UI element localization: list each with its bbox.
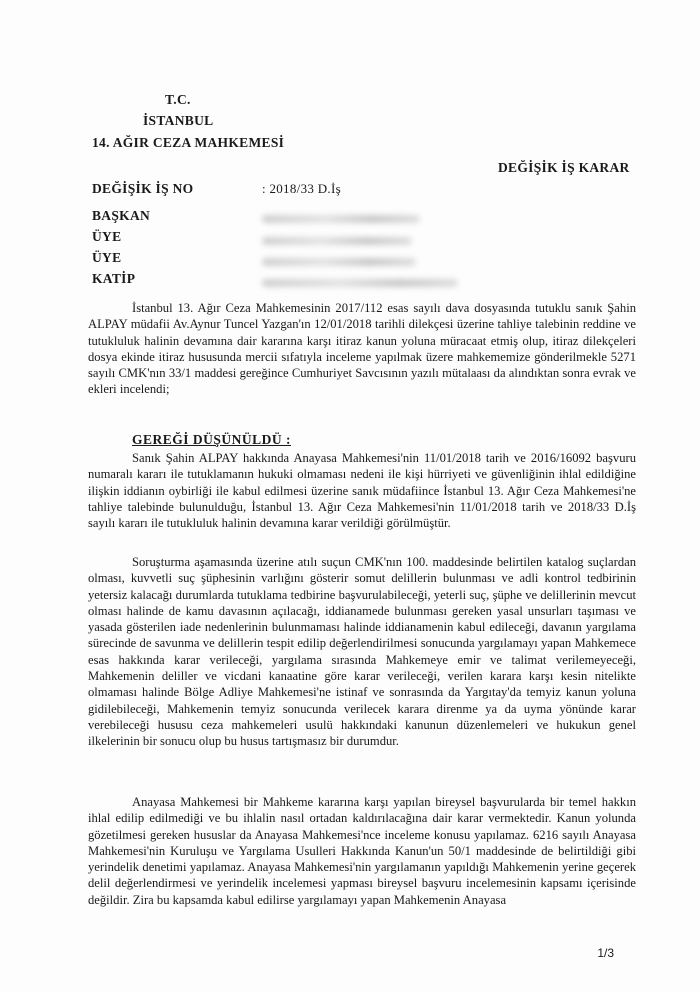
paragraph-constitutional-court: Anayasa Mahkemesi bir Mahkeme kararına karşı yapılan bireysel başvurularda bir temel hakkın ihlal edilip edilmediği ve bu ihlalin nasıl ortadan kaldırılacağına dair karar vermektedir. Kanun yolunda gözetilmesi gereken hususlar da Anayasa Mahkemesi'nce inceleme konusu yapılamaz. 6216 sayılı Anayasa Mahkemesi'nin Kuruluşu ve Yargılama Usulleri Hakkında Kanun'un 50/1 maddesinde de belirtildiği gibi yerindelik denetimi yapılamaz. Anayasa Mahkemesi'nin yargılamanın yapıldığı Mahkemenin yerine geçerek delil değerlendirmesi ve yerindelik incelemesi yapması bireysel başvuru incelemesinin kapsamı içerisinde değildir. Zira bu kapsamda kabul edilirse yargılamayı yapan Mahkemenin Anayasa	[88, 795, 636, 907]
label-katip: KATİP	[92, 271, 136, 286]
document-type: DEĞİŞİK İŞ KARAR	[498, 160, 630, 175]
header-court: 14. AĞIR CEZA MAHKEMESİ	[92, 135, 285, 150]
header-city: İSTANBUL	[143, 113, 214, 128]
case-number-label: DEĞİŞİK İŞ NO	[92, 181, 194, 196]
paragraph-background: Sanık Şahin ALPAY hakkında Anayasa Mahkemesi'nin 11/01/2018 tarih ve 2016/16092 başvuru numaralı kararı ile tutuklamanın hukuki olmaması nedeni ile kişi hürriyeti ve güvenliğinin ihlal edildiğine ilişkin iddianın oybirliği ile kabul edilmesi üzerine sanık müdafiince İstanbul 13. Ağır Ceza Mahkemesi'ne tahliye talebinde bulunulduğu, İstanbul 13. Ağır Ceza Mahkemesi'nin 11/01/2018 tarih ve 2018/33 D.İş sayılı kararı ile tutukluluk halinin devamına karar verildiği görülmüştür.	[88, 451, 636, 531]
page-number: 1/3	[597, 946, 614, 960]
redacted-name	[262, 258, 416, 266]
label-baskan: BAŞKAN	[92, 208, 151, 223]
header-tc: T.C.	[165, 92, 191, 107]
case-number-value: : 2018/33 D.İş	[262, 181, 341, 196]
redacted-name	[262, 215, 420, 223]
label-uye-2: ÜYE	[92, 250, 122, 265]
label-uye-1: ÜYE	[92, 229, 122, 244]
paragraph-intro: İstanbul 13. Ağır Ceza Mahkemesinin 2017/112 esas sayılı dava dosyasında tutuklu sanık Şahin ALPAY müdafii Av.Aynur Tuncel Yazgan'ın 12/01/2018 tarihli dilekçesi üzerine tahliye talebinin reddine ve tutukluluk halinin devamına dair kararına karşı itiraz kanun yoluna müracaat etmiş olup, itiraz dilekçeleri dosya ekinde itiraz hususunda mercii sıfatıyla inceleme yapılmak üzere mahkememize gönderilmekle 5271 sayılı CMK'nın 33/1 maddesi gereğince Cumhuriyet Savcısının yazılı mütalaası da alındıktan sonra evrak ve ekleri incelendi;	[88, 301, 636, 397]
redacted-name	[262, 237, 412, 245]
section-title: GEREĞİ DÜŞÜNÜLDÜ :	[132, 432, 292, 447]
redacted-name	[262, 279, 458, 287]
paragraph-procedure: Soruşturma aşamasında üzerine atılı suçun CMK'nın 100. maddesinde belirtilen katalog suçlardan olması, kuvvetli suç şüphesinin varlığını gösterir somut delillerin bulunması ve adli kontrol tedbirinin yetersiz kalacağı durumlarda tutuklama tedbirine başvurulabileceği, yeterli suç, şüphe ve delillerinin mevcut olması halinde de kamu davasının açılacağı, iddianamede bulunması gereken yasal unsurları taşıması ve yasada gösterilen iade nedenlerinin bulunmaması halinde iddianamenin kabul edileceği, davanın yargılama sürecinde de savunma ve delillerin tespit edilip değerlendirilmesi sonucunda yargılamayı yapan Mahkemece esas hakkında karar verileceği, yargılama sırasında Mahkemeye emir ve talimat verilemeyeceği, Mahkemenin deliller ve vicdani kanaatine göre karar verileceği, verilen karara karşı kesin nitelikte olmaması halinde Bölge Adliye Mahkemesi'ne istinaf ve sonrasında da Yargıtay'da temyiz kanun yoluna gidilebileceği, Mahkemenin temyiz sonucunda verilecek karara direnme ya da uyma yönünde karar verebileceği hususu ceza mahkemeleri usulü hakkındaki kanunun düzenlemeleri ve hukukun genel ilkelerinin bir sonucu olup bu husus tartışmasız bir durumdur.	[88, 555, 636, 749]
